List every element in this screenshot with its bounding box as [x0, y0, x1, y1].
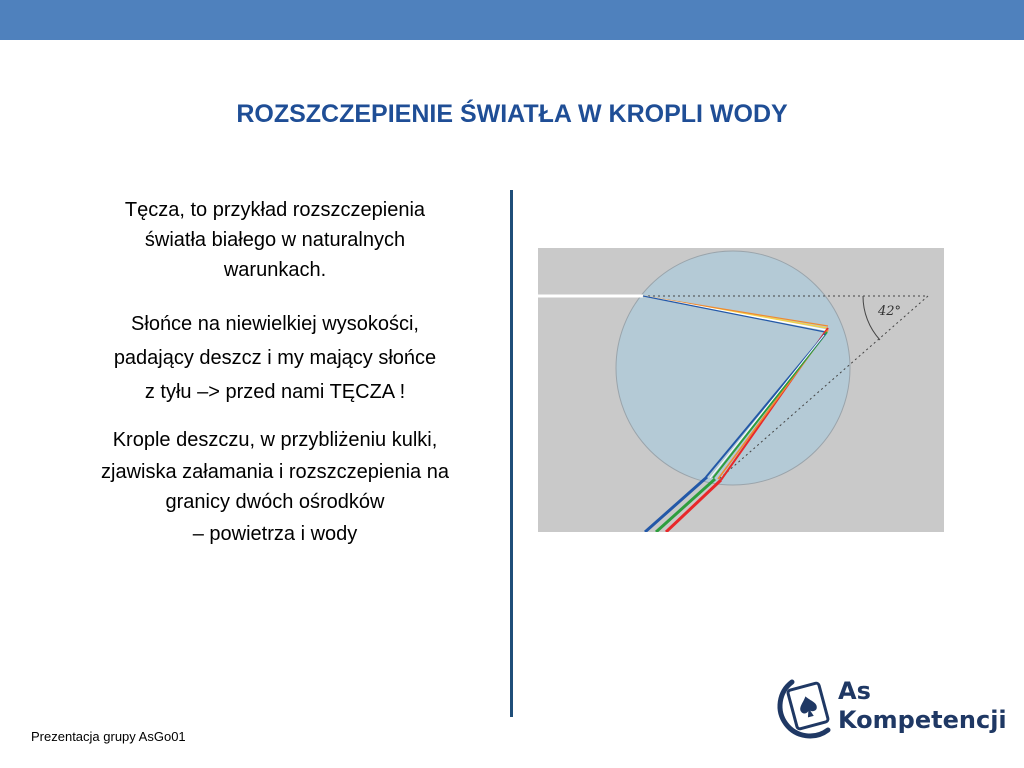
paragraph-line: padający deszcz i my mający słońce [113, 347, 437, 369]
paragraph-line: warunkach. [223, 259, 327, 281]
footer-note: Prezentacja grupy AsGo01 [31, 729, 186, 744]
slide-title: ROZSZCZEPIENIE ŚWIATŁA W KROPLI WODY [236, 100, 788, 128]
paragraph-line: z tyłu –> przed nami TĘCZA ! [144, 381, 406, 403]
paragraph-line: światła białego w naturalnych [144, 229, 406, 251]
paragraph-gap [40, 409, 510, 423]
top-accent-bar [0, 0, 1024, 40]
angle-label: 42° [878, 304, 902, 319]
logo-text-line1: As [838, 677, 871, 705]
vertical-divider [510, 190, 513, 717]
paragraph-line: Tęcza, to przykład rozszczepienia [124, 199, 426, 221]
paragraph-gap [40, 285, 510, 307]
spade-in-circle-icon [780, 682, 829, 736]
paragraph-line: zjawiska załamania i rozszczepienia na [101, 461, 449, 483]
slide-body-text [40, 195, 510, 551]
logo-text-line2: Kompetencji [838, 706, 1007, 734]
paragraph-line: granicy dwóch ośrodków [165, 491, 385, 513]
paragraph-line: Słońce na niewielkiej wysokości, [131, 313, 419, 335]
paragraph-line: – powietrza i wody [192, 523, 358, 545]
paragraph-line: Krople deszczu, w przybliżeniu kulki, [112, 429, 438, 451]
raindrop-dispersion-diagram [538, 248, 944, 532]
